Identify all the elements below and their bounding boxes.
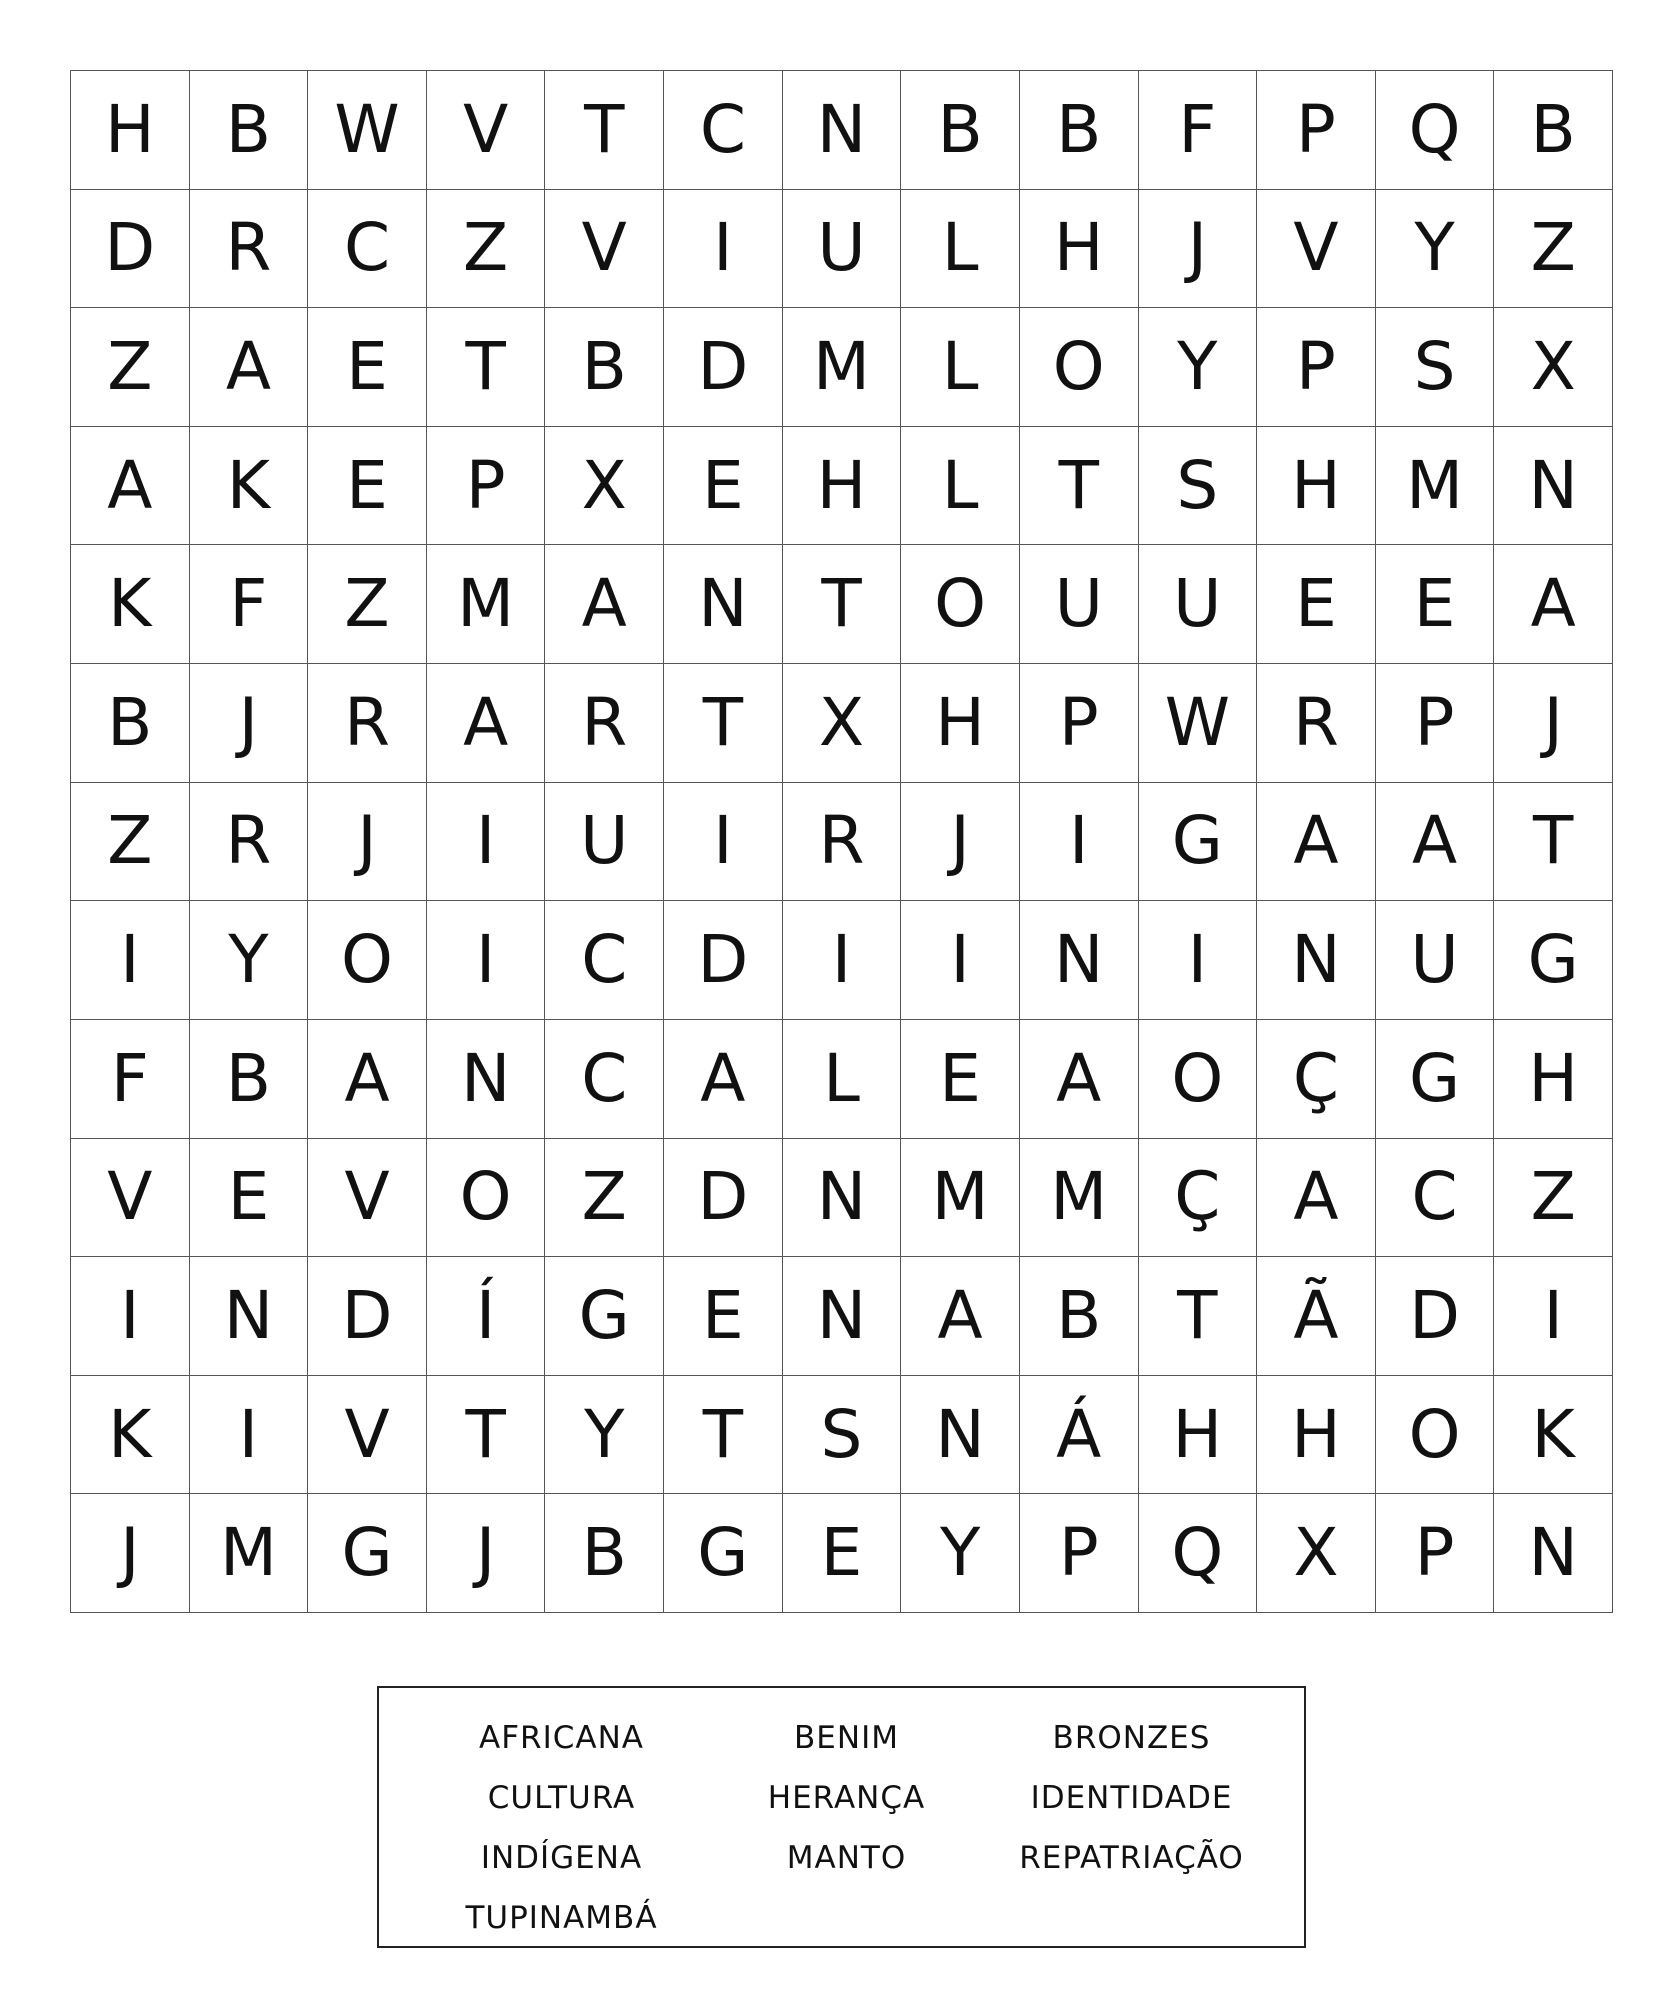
grid-cell[interactable]: Z bbox=[1494, 1139, 1613, 1258]
grid-cell[interactable]: V bbox=[427, 71, 546, 190]
grid-cell[interactable]: B bbox=[190, 1020, 309, 1139]
grid-cell[interactable]: X bbox=[545, 427, 664, 546]
grid-cell[interactable]: P bbox=[1020, 1494, 1139, 1613]
grid-cell[interactable]: O bbox=[1020, 308, 1139, 427]
grid-cell[interactable]: P bbox=[1376, 664, 1495, 783]
word-list-item: CULTURA bbox=[487, 1780, 636, 1816]
grid-cell[interactable]: J bbox=[308, 783, 427, 902]
grid-cell[interactable]: O bbox=[308, 901, 427, 1020]
grid-cell[interactable]: G bbox=[1494, 901, 1613, 1020]
grid-cell[interactable]: M bbox=[427, 545, 546, 664]
grid-cell[interactable]: R bbox=[783, 783, 902, 902]
grid-cell[interactable]: Í bbox=[427, 1257, 546, 1376]
grid-cell[interactable]: J bbox=[190, 664, 309, 783]
grid-cell[interactable]: E bbox=[1257, 545, 1376, 664]
grid-cell[interactable]: P bbox=[1376, 1494, 1495, 1613]
grid-cell[interactable]: A bbox=[1020, 1020, 1139, 1139]
grid-cell[interactable]: C bbox=[545, 901, 664, 1020]
grid-cell[interactable]: E bbox=[308, 427, 427, 546]
grid-cell[interactable]: O bbox=[427, 1139, 546, 1258]
grid-cell[interactable]: Z bbox=[71, 308, 190, 427]
grid-cell[interactable]: S bbox=[1376, 308, 1495, 427]
grid-cell[interactable]: E bbox=[901, 1020, 1020, 1139]
grid-cell[interactable]: J bbox=[427, 1494, 546, 1613]
grid-cell[interactable]: G bbox=[1376, 1020, 1495, 1139]
grid-cell[interactable]: T bbox=[427, 308, 546, 427]
grid-cell[interactable]: G bbox=[1139, 783, 1258, 902]
grid-cell[interactable]: Z bbox=[71, 783, 190, 902]
grid-cell[interactable]: E bbox=[308, 308, 427, 427]
grid-cell[interactable]: H bbox=[1257, 427, 1376, 546]
grid-cell[interactable]: Z bbox=[308, 545, 427, 664]
grid-cell[interactable]: N bbox=[1020, 901, 1139, 1020]
grid-cell[interactable]: A bbox=[545, 545, 664, 664]
grid-cell[interactable]: V bbox=[545, 190, 664, 309]
grid-cell[interactable]: A bbox=[1494, 545, 1613, 664]
grid-cell[interactable]: B bbox=[545, 308, 664, 427]
grid-cell[interactable]: J bbox=[1494, 664, 1613, 783]
grid-cell[interactable]: Q bbox=[1376, 71, 1495, 190]
grid-cell[interactable]: B bbox=[1020, 1257, 1139, 1376]
grid-cell[interactable]: V bbox=[308, 1139, 427, 1258]
grid-cell[interactable]: X bbox=[783, 664, 902, 783]
grid-cell[interactable]: H bbox=[71, 71, 190, 190]
grid-cell[interactable]: N bbox=[783, 71, 902, 190]
grid-cell[interactable]: T bbox=[1139, 1257, 1258, 1376]
word-list-item: TUPINAMBÁ bbox=[465, 1900, 658, 1936]
grid-cell[interactable]: N bbox=[1494, 1494, 1613, 1613]
grid-cell[interactable]: I bbox=[71, 901, 190, 1020]
grid-cell[interactable]: D bbox=[71, 190, 190, 309]
grid-cell[interactable]: Y bbox=[1139, 308, 1258, 427]
grid-cell[interactable]: B bbox=[545, 1494, 664, 1613]
grid-cell[interactable]: L bbox=[901, 308, 1020, 427]
grid-cell[interactable]: I bbox=[71, 1257, 190, 1376]
grid-cell[interactable]: N bbox=[901, 1376, 1020, 1495]
grid-cell[interactable]: E bbox=[783, 1494, 902, 1613]
grid-cell[interactable]: T bbox=[545, 71, 664, 190]
grid-cell[interactable]: C bbox=[664, 71, 783, 190]
grid-cell[interactable]: Z bbox=[545, 1139, 664, 1258]
grid-cell[interactable]: N bbox=[427, 1020, 546, 1139]
grid-cell[interactable]: K bbox=[71, 545, 190, 664]
grid-cell[interactable]: O bbox=[1376, 1376, 1495, 1495]
grid-cell[interactable]: I bbox=[1020, 783, 1139, 902]
grid-cell[interactable]: Á bbox=[1020, 1376, 1139, 1495]
grid-cell[interactable]: I bbox=[1139, 901, 1258, 1020]
grid-cell[interactable]: E bbox=[1376, 545, 1495, 664]
grid-cell[interactable]: I bbox=[427, 901, 546, 1020]
word-list-item: IDENTIDADE bbox=[1030, 1780, 1233, 1816]
grid-cell[interactable]: E bbox=[664, 1257, 783, 1376]
word-list-item: MANTO bbox=[786, 1840, 907, 1876]
grid-cell[interactable]: T bbox=[427, 1376, 546, 1495]
grid-cell[interactable]: X bbox=[1494, 308, 1613, 427]
grid-cell[interactable]: M bbox=[783, 308, 902, 427]
grid-cell[interactable]: Z bbox=[427, 190, 546, 309]
grid-cell[interactable]: Ç bbox=[1139, 1139, 1258, 1258]
grid-cell[interactable]: O bbox=[901, 545, 1020, 664]
grid-cell[interactable]: V bbox=[308, 1376, 427, 1495]
grid-cell[interactable]: T bbox=[1494, 783, 1613, 902]
grid-cell[interactable]: Z bbox=[1494, 190, 1613, 309]
grid-cell[interactable]: W bbox=[1139, 664, 1258, 783]
word-list-box bbox=[377, 1686, 1306, 1948]
grid-cell[interactable]: D bbox=[664, 1139, 783, 1258]
grid-cell[interactable]: M bbox=[1376, 427, 1495, 546]
word-list-item: AFRICANA bbox=[479, 1720, 644, 1756]
grid-cell[interactable]: I bbox=[783, 901, 902, 1020]
grid-cell[interactable]: T bbox=[664, 1376, 783, 1495]
grid-cell[interactable]: A bbox=[1257, 783, 1376, 902]
grid-cell[interactable]: E bbox=[190, 1139, 309, 1258]
grid-cell[interactable]: H bbox=[783, 427, 902, 546]
grid-cell[interactable]: L bbox=[901, 190, 1020, 309]
grid-cell[interactable]: U bbox=[1376, 901, 1495, 1020]
grid-cell[interactable]: G bbox=[545, 1257, 664, 1376]
grid-cell[interactable]: C bbox=[545, 1020, 664, 1139]
word-list-item: BENIM bbox=[794, 1720, 899, 1756]
grid-cell[interactable]: L bbox=[901, 427, 1020, 546]
grid-cell[interactable]: S bbox=[1139, 427, 1258, 546]
grid-cell[interactable]: P bbox=[1020, 664, 1139, 783]
word-search-grid[interactable] bbox=[70, 70, 1613, 1613]
grid-cell[interactable]: A bbox=[1376, 783, 1495, 902]
grid-cell[interactable]: A bbox=[308, 1020, 427, 1139]
grid-cell[interactable]: D bbox=[664, 901, 783, 1020]
grid-cell[interactable]: U bbox=[545, 783, 664, 902]
grid-cell[interactable]: U bbox=[1020, 545, 1139, 664]
grid-cell[interactable]: U bbox=[1139, 545, 1258, 664]
grid-cell[interactable]: R bbox=[1257, 664, 1376, 783]
grid-cell[interactable]: B bbox=[901, 71, 1020, 190]
grid-cell[interactable]: B bbox=[71, 664, 190, 783]
grid-cell[interactable]: C bbox=[308, 190, 427, 309]
grid-cell[interactable]: J bbox=[1139, 190, 1258, 309]
grid-cell[interactable]: W bbox=[308, 71, 427, 190]
grid-cell[interactable]: G bbox=[308, 1494, 427, 1613]
grid-cell[interactable]: A bbox=[190, 308, 309, 427]
word-list-item: HERANÇA bbox=[767, 1780, 926, 1816]
grid-cell[interactable]: L bbox=[783, 1020, 902, 1139]
grid-cell[interactable]: H bbox=[1494, 1020, 1613, 1139]
grid-cell[interactable]: P bbox=[1257, 308, 1376, 427]
grid-cell[interactable]: H bbox=[1139, 1376, 1258, 1495]
grid-cell[interactable]: U bbox=[783, 190, 902, 309]
grid-cell[interactable]: M bbox=[1020, 1139, 1139, 1258]
grid-cell[interactable]: R bbox=[190, 190, 309, 309]
grid-cell[interactable]: C bbox=[1376, 1139, 1495, 1258]
grid-cell[interactable]: Ã bbox=[1257, 1257, 1376, 1376]
grid-cell[interactable]: G bbox=[664, 1494, 783, 1613]
word-list-column bbox=[989, 1708, 1274, 1946]
grid-cell[interactable]: D bbox=[664, 308, 783, 427]
grid-cell[interactable]: N bbox=[1257, 901, 1376, 1020]
grid-cell[interactable]: O bbox=[1139, 1020, 1258, 1139]
grid-cell[interactable]: I bbox=[664, 190, 783, 309]
grid-cell[interactable]: N bbox=[783, 1257, 902, 1376]
grid-cell[interactable]: F bbox=[1139, 71, 1258, 190]
grid-cell[interactable]: M bbox=[190, 1494, 309, 1613]
grid-cell[interactable]: A bbox=[427, 664, 546, 783]
grid-cell[interactable]: X bbox=[1257, 1494, 1376, 1613]
grid-cell[interactable]: A bbox=[901, 1257, 1020, 1376]
word-list-column bbox=[419, 1708, 704, 1946]
word-list-item: INDÍGENA bbox=[480, 1840, 643, 1876]
word-list-item: REPATRIAÇÃO bbox=[1019, 1840, 1244, 1876]
grid-cell[interactable]: R bbox=[190, 783, 309, 902]
grid-cell[interactable]: A bbox=[71, 427, 190, 546]
grid-cell[interactable]: H bbox=[1257, 1376, 1376, 1495]
grid-cell[interactable]: H bbox=[1020, 190, 1139, 309]
grid-cell[interactable]: T bbox=[664, 664, 783, 783]
grid-cell[interactable]: M bbox=[901, 1139, 1020, 1258]
grid-cell[interactable]: V bbox=[1257, 190, 1376, 309]
grid-cell[interactable]: I bbox=[190, 1376, 309, 1495]
grid-cell[interactable]: J bbox=[71, 1494, 190, 1613]
grid-cell[interactable]: N bbox=[664, 545, 783, 664]
grid-cell[interactable]: B bbox=[190, 71, 309, 190]
grid-cell[interactable]: K bbox=[1494, 1376, 1613, 1495]
grid-cell[interactable]: B bbox=[1020, 71, 1139, 190]
grid-cell[interactable]: T bbox=[783, 545, 902, 664]
grid-cell[interactable]: R bbox=[308, 664, 427, 783]
grid-cell[interactable]: S bbox=[783, 1376, 902, 1495]
grid-cell[interactable]: J bbox=[901, 783, 1020, 902]
grid-cell[interactable]: H bbox=[901, 664, 1020, 783]
grid-cell[interactable]: A bbox=[1257, 1139, 1376, 1258]
grid-cell[interactable]: A bbox=[664, 1020, 783, 1139]
grid-cell[interactable]: P bbox=[1257, 71, 1376, 190]
grid-cell[interactable]: I bbox=[664, 783, 783, 902]
grid-cell[interactable]: B bbox=[1494, 71, 1613, 190]
grid-cell[interactable]: D bbox=[308, 1257, 427, 1376]
grid-cell[interactable]: F bbox=[71, 1020, 190, 1139]
grid-cell[interactable]: Q bbox=[1139, 1494, 1258, 1613]
grid-cell[interactable]: T bbox=[1020, 427, 1139, 546]
grid-cell[interactable]: K bbox=[71, 1376, 190, 1495]
grid-cell[interactable]: Y bbox=[545, 1376, 664, 1495]
grid-cell[interactable]: Y bbox=[190, 901, 309, 1020]
grid-cell[interactable]: V bbox=[71, 1139, 190, 1258]
grid-cell[interactable]: Y bbox=[1376, 190, 1495, 309]
grid-cell[interactable]: Y bbox=[901, 1494, 1020, 1613]
grid-cell[interactable]: N bbox=[783, 1139, 902, 1258]
grid-cell[interactable]: R bbox=[545, 664, 664, 783]
word-list-column bbox=[704, 1708, 989, 1946]
grid-cell[interactable]: N bbox=[1494, 427, 1613, 546]
grid-cell[interactable]: Ç bbox=[1257, 1020, 1376, 1139]
word-list-item: BRONZES bbox=[1052, 1720, 1211, 1756]
grid-cell[interactable]: E bbox=[664, 427, 783, 546]
grid-cell[interactable]: N bbox=[190, 1257, 309, 1376]
grid-cell[interactable]: P bbox=[427, 427, 546, 546]
grid-cell[interactable]: F bbox=[190, 545, 309, 664]
grid-cell[interactable]: I bbox=[427, 783, 546, 902]
grid-cell[interactable]: D bbox=[1376, 1257, 1495, 1376]
grid-cell[interactable]: I bbox=[901, 901, 1020, 1020]
grid-cell[interactable]: K bbox=[190, 427, 309, 546]
grid-cell[interactable]: I bbox=[1494, 1257, 1613, 1376]
